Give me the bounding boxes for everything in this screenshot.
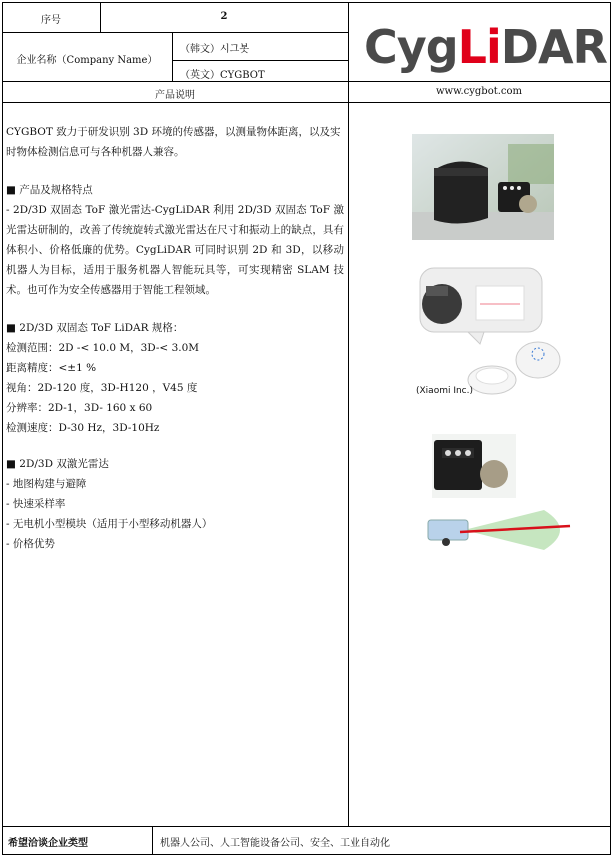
row-divider-1	[2, 32, 348, 33]
row-divider-name	[172, 60, 348, 61]
product-desc-label: 产品说明	[155, 90, 195, 101]
korean-name: （韩文）시그봇	[180, 44, 249, 55]
table-border-right	[610, 2, 611, 855]
dual-item: - 快速采样率	[6, 498, 66, 510]
row-divider-3	[2, 102, 611, 103]
column-divider-footer	[152, 826, 153, 855]
specs-list	[6, 338, 344, 438]
dual-item: - 地图构建与避障	[6, 478, 87, 490]
spec-item: 检测速度：D-30 Hz，3D-10Hz	[6, 422, 160, 434]
cyglidar-logo: CygLiDAR	[364, 20, 607, 74]
spec-item: 视角：2D-120 度，3D-H120 ，V45 度	[6, 382, 198, 394]
laser-beam-diagram	[424, 506, 574, 552]
dual-item: - 价格优势	[6, 538, 55, 550]
table-border-bottom	[2, 854, 611, 855]
row-divider-footer	[2, 826, 611, 827]
product-description	[6, 122, 344, 162]
footer-value: 机器人公司、人工智能设备公司、安全、工业自动化	[160, 838, 390, 849]
dual-item: - 无电机小型模块（适用于小型移动机器人）	[6, 518, 213, 530]
column-divider-main	[348, 2, 349, 827]
seq-label: 序号	[41, 15, 61, 26]
dual-heading: ■ 2D/3D 双激光雷达	[6, 458, 109, 470]
seq-value: 2	[220, 11, 228, 22]
spec-item: 分辨率：2D-1，3D- 160 x 60	[6, 402, 153, 414]
website: www.cygbot.com	[435, 86, 523, 97]
row-divider-2	[2, 81, 611, 82]
spec-item: 检测范围：2D -< 10.0 M，3D-< 3.0M	[6, 342, 200, 354]
spec-item: 距离精度：<±1 %	[6, 362, 97, 374]
english-name: （英文）CYGBOT	[180, 70, 265, 81]
footer-label: 希望洽谈企业类型	[8, 838, 88, 849]
specs-heading: ■ 2D/3D 双固态 ToF LiDAR 规格：	[6, 322, 184, 334]
features-paragraph: - 2D/3D 双固态 ToF 激光雷达-CygLiDAR 利用 2D/3D 双固态 ToF 激光雷达研制的，改善了传统旋转式激光雷达在尺寸和振动上的缺点，具有体积小、价格低廉的优势。CygLiDAR 可同时识别 2D 和 3D，以移动机器人为目标，适用于服务机器人智能玩具等，可实现精密 SLAM 技术。也可作为安全传感器用于智能工程领域。	[6, 204, 344, 296]
intro-paragraph: CYGBOT 致力于研发识别 3D 环境的传感器，以测量物体距离，以及实时物体检测信息可与各种机器人兼容。	[6, 126, 341, 158]
product-photo	[412, 134, 554, 240]
company-label: 企业名称（Company Name）	[16, 55, 158, 66]
sensor-module-photo	[432, 434, 516, 498]
features-heading: ■ 产品及规格特点	[6, 184, 93, 196]
table-border-left	[2, 2, 3, 855]
column-divider-name	[172, 32, 173, 81]
robot-usage-illustration	[412, 264, 562, 404]
dual-list	[6, 474, 344, 554]
table-border-top	[2, 2, 611, 3]
xiaomi-caption: (Xiaomi Inc.)	[416, 386, 474, 396]
